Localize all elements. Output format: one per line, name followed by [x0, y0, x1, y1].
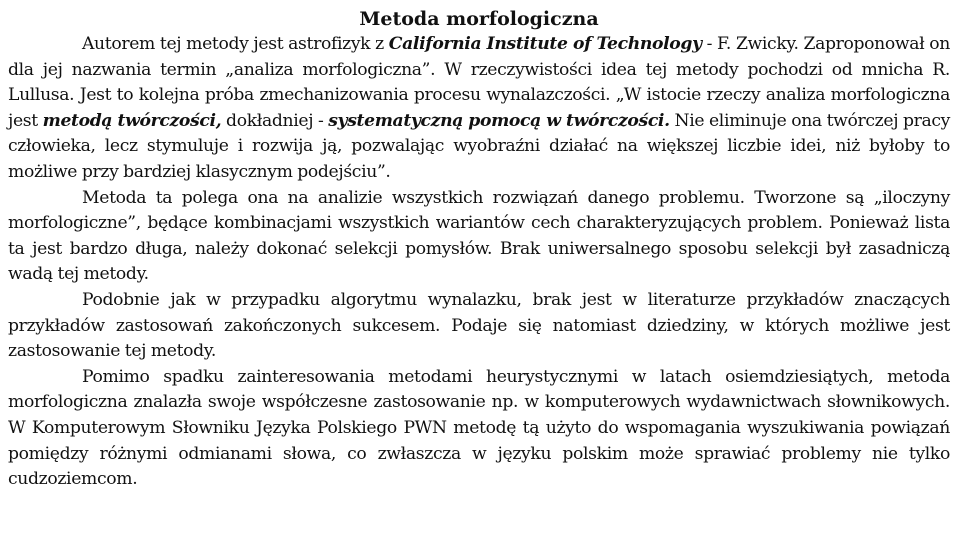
paragraph-authorship	[8, 32, 950, 186]
paragraph-method-description	[8, 186, 950, 288]
emphasis-creativity-method: metodą twórczości,	[42, 110, 222, 131]
paragraph-text: Pomimo spadku zainteresowania metodami heurystycznymi w latach osiemdziesiątych, metoda morfologiczna znalazła swoje współczesne zastosowanie np. w komputerowych wydawnictwach słownikowych. W Komputerowym Słowniku Języka Polskiego PWN metodę tą użyto do wspomagania wyszukiwania powiązań pomiędzy różnymi odmianami słowa, co zwłaszcza w języku polskim może sprawiać problemy nie tylko cudzoziemcom.	[8, 366, 950, 490]
paragraph-text: Nie eliminuje ona twórczej pracy człowieka, lecz stymuluje i rozwija ją, pozwalając wyobraźni działać na większej liczbie idei, niż byłoby to możliwe przy bardziej klasycznym podejściu”.	[8, 110, 951, 182]
paragraph-text: - F. Zwicky. Zaproponował on dla jej nazwania termin „analiza morfologiczna”. W rzeczywistości idea tej metody pochodzi od mnicha R. Lullusa. Jest to kolejna próba zmechanizowania procesu wynalazczości. „W istocie rzeczy analiza morfologiczna jest	[8, 34, 950, 131]
emphasis-systematic-aid: systematyczną pomocą w twórczości.	[328, 110, 670, 131]
paragraph-applications	[8, 288, 950, 365]
paragraph-text: Autorem tej metody jest astrofizyk z	[82, 34, 389, 54]
paragraph-modern-use	[8, 365, 950, 493]
paragraph-text: dokładniej -	[221, 110, 329, 131]
paragraph-text: Metoda ta polega ona na analizie wszystkich rozwiązań danego problemu. Tworzone są „iloczyny morfologiczne”, będące kombinacjami wszystkich wariantów cech charakteryzujących problem. Ponieważ lista ta jest bardzo długa, należy dokonać selekcji pomysłów. Brak uniwersalnego sposobu selekcji był zasadniczą wadą tej metody.	[8, 187, 950, 285]
document-title: Metoda morfologiczna	[359, 8, 599, 30]
emphasis-institution: California Institute of Technology	[388, 34, 702, 54]
paragraph-text: Podobnie jak w przypadku algorytmu wynalazku, brak jest w literaturze przykładów znaczących przykładów zastosowań zakończonych sukcesem. Podaje się natomiast dziedziny, w których możliwe jest zastosowanie tej metody.	[8, 289, 950, 362]
